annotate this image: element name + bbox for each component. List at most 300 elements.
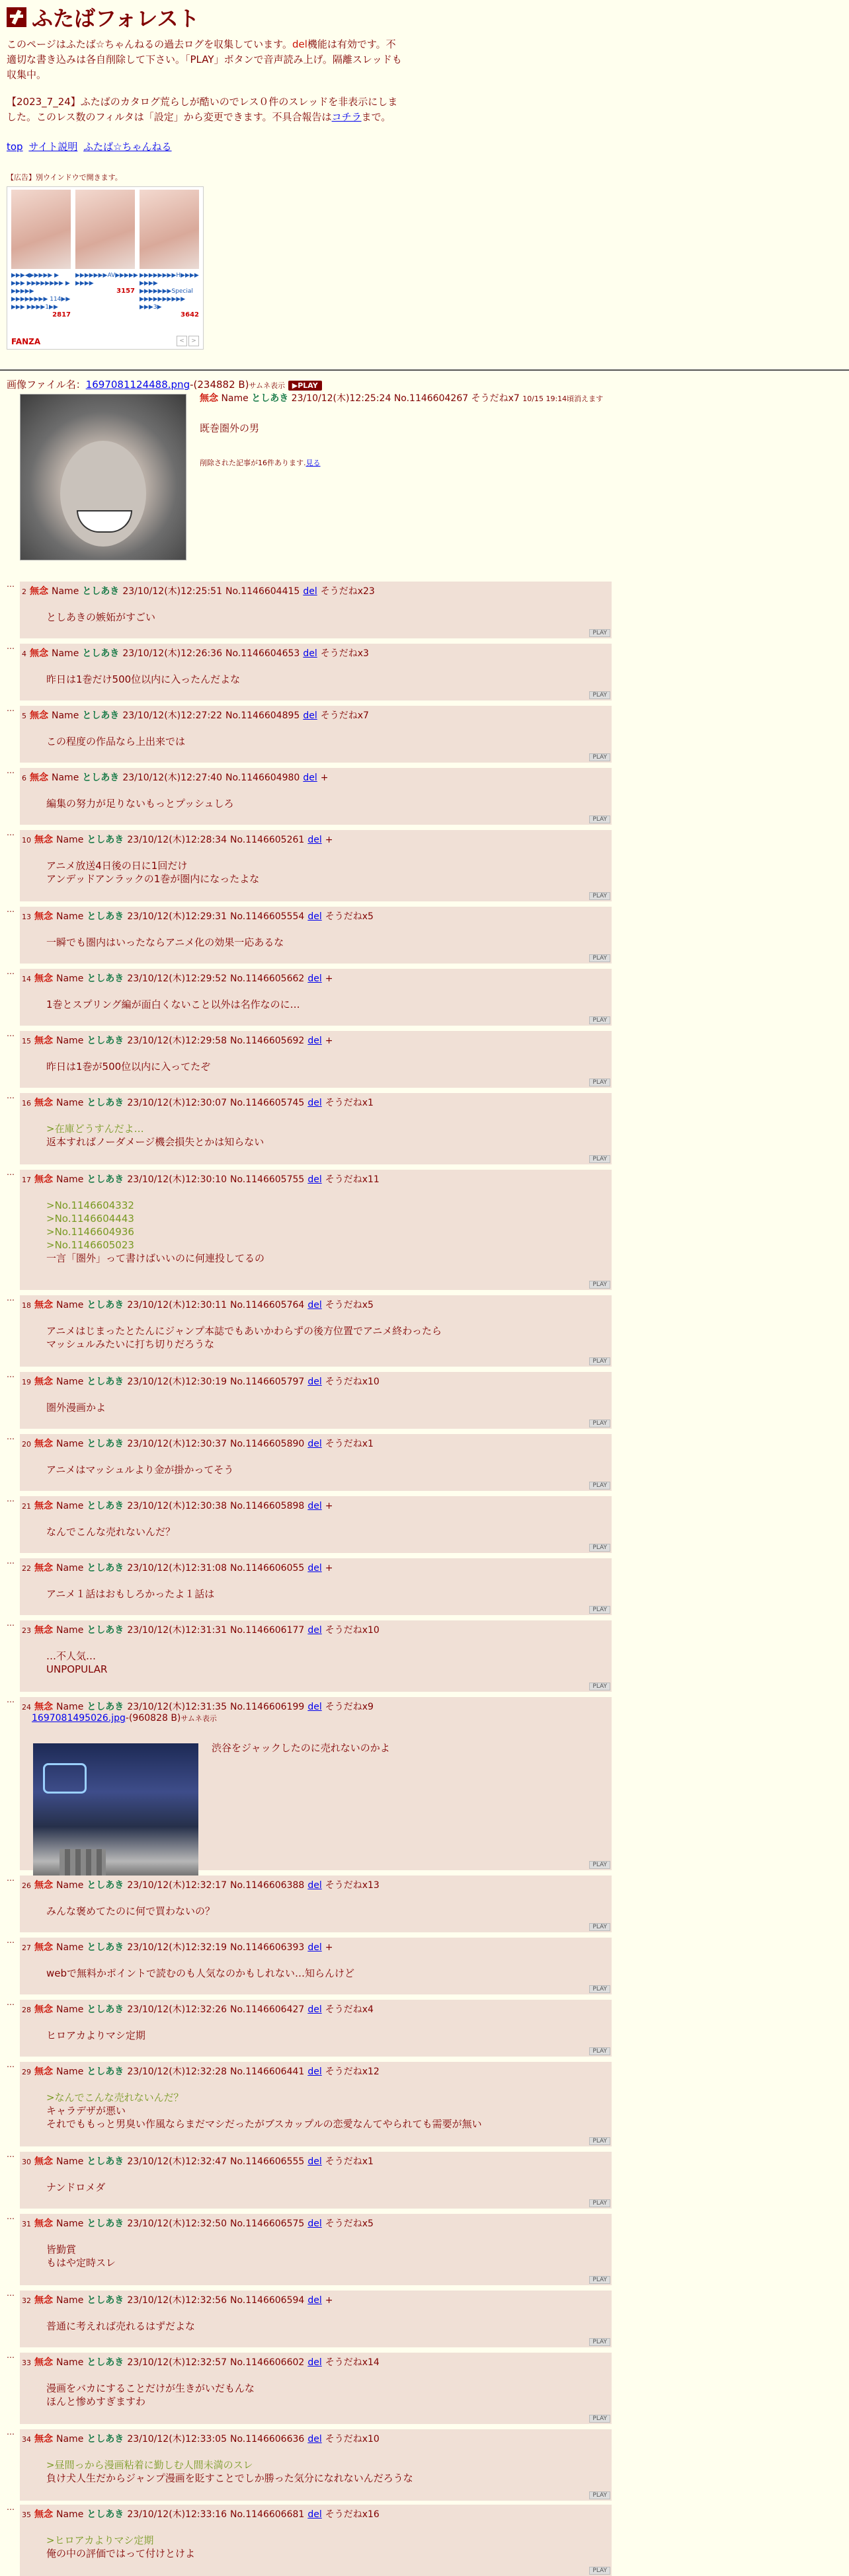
reply-index: 26 <box>22 1881 31 1890</box>
op-image[interactable] <box>20 394 186 560</box>
nav-top-link[interactable]: top <box>7 141 23 153</box>
name-label: Name <box>56 1377 84 1387</box>
reply-dots: ⋯ <box>7 830 15 839</box>
reply-header <box>22 1623 383 1636</box>
op-number[interactable]: No.1146604267 <box>393 393 469 404</box>
reply-name: としあき <box>87 1174 124 1185</box>
reply-box <box>20 830 612 901</box>
reply-play-button[interactable]: PLAY <box>589 629 610 637</box>
sodane-button[interactable]: + <box>325 1942 333 1953</box>
reply-play-button[interactable]: PLAY <box>589 2415 610 2423</box>
reply-date: 23/10/12(木)12:30:11 <box>127 1300 227 1310</box>
op-file-link[interactable]: 1697081124488.png <box>85 379 190 391</box>
del-link[interactable]: del <box>303 710 317 721</box>
sodane-button[interactable]: そうだねx5 <box>325 1300 374 1310</box>
reply-dots: ⋯ <box>7 2353 15 2362</box>
reply-name: としあき <box>87 1702 124 1712</box>
reply-header <box>22 2355 383 2368</box>
ad-count: 3157 <box>116 287 135 295</box>
reply-play-button[interactable]: PLAY <box>589 1079 610 1086</box>
sodane-button[interactable]: + <box>325 1501 333 1511</box>
name-label: Name <box>56 1439 84 1449</box>
reply-play-button[interactable]: PLAY <box>589 2491 610 2499</box>
reply-play-button[interactable]: PLAY <box>589 1357 610 1365</box>
name-label: Name <box>52 710 79 721</box>
reply-image[interactable] <box>33 1743 198 1882</box>
sodane-button[interactable]: そうだねx5 <box>325 2218 374 2229</box>
quote-line: >No.1146605023 <box>46 1239 134 1251</box>
reply-body <box>46 1199 264 1265</box>
del-link[interactable]: del <box>307 1377 322 1387</box>
del-link[interactable]: del <box>307 1501 322 1511</box>
del-link[interactable]: del <box>307 2295 322 2306</box>
reply-play-button[interactable]: PLAY <box>589 2338 610 2346</box>
del-link[interactable]: del <box>307 1702 322 1712</box>
reply-date: 23/10/12(木)12:32:26 <box>127 2004 227 2015</box>
reply-number[interactable]: No.1146605898 <box>230 1501 305 1511</box>
del-link[interactable]: del <box>307 2218 322 2229</box>
name-label: Name <box>56 1702 84 1712</box>
reply-header <box>22 2432 383 2445</box>
reply-dots: ⋯ <box>7 2291 15 2300</box>
reply-post <box>7 969 612 1026</box>
del-link[interactable]: del <box>303 648 317 659</box>
reply-subject: 無念 <box>30 773 48 783</box>
name-label: Name <box>56 1174 84 1185</box>
reply-dots: ⋯ <box>7 1434 15 1443</box>
reply-subject: 無念 <box>30 586 48 597</box>
reply-box <box>20 2429 612 2501</box>
nav-about-link[interactable]: サイト説明 <box>28 141 78 153</box>
reply-name: としあき <box>87 2357 124 2368</box>
reply-subject: 無念 <box>34 2509 53 2520</box>
reply-number[interactable]: No.1146606575 <box>230 2218 305 2229</box>
intro-line2: 【2023_7_24】ふたばのカタログ荒らしが酷いのでレス０件のスレッドを非表示にしました。このレス数のフィルタは「設定」から変更できます。不具合報告は <box>7 96 398 123</box>
reply-number[interactable]: No.1146605797 <box>230 1377 305 1387</box>
reply-subject: 無念 <box>34 2295 53 2306</box>
body-line: マッシュルみたいに打ち切りだろうな <box>46 1338 215 1350</box>
reply-header <box>22 1700 377 1713</box>
reply-date: 23/10/12(木)12:32:56 <box>127 2295 227 2306</box>
reply-body <box>46 1967 354 1980</box>
ad-image[interactable] <box>11 190 71 269</box>
reply-file-link[interactable]: 1697081495026.jpg <box>32 1713 126 1724</box>
reply-number[interactable]: No.1146606681 <box>230 2509 305 2520</box>
name-label: Name <box>56 1942 84 1953</box>
name-label: Name <box>221 393 249 404</box>
del-link[interactable]: del <box>307 2066 322 2077</box>
reply-body <box>46 998 300 1011</box>
reply-subject: 無念 <box>34 2434 53 2444</box>
reply-subject: 無念 <box>34 2357 53 2368</box>
reply-post <box>7 1496 612 1553</box>
reply-date: 23/10/12(木)12:32:17 <box>127 1880 227 1891</box>
reply-date: 23/10/12(木)12:29:58 <box>127 1036 227 1046</box>
reply-index: 28 <box>22 2006 31 2014</box>
del-link[interactable]: del <box>307 1563 322 1573</box>
reply-box <box>20 2214 612 2285</box>
reply-play-button[interactable]: PLAY <box>589 2567 610 2575</box>
reply-date: 23/10/12(木)12:30:10 <box>127 1174 227 1185</box>
nav-futaba-link[interactable]: ふたば☆ちゃんねる <box>83 141 172 153</box>
reply-body <box>46 611 155 624</box>
op-sodane[interactable]: そうだねx7 <box>471 393 520 404</box>
reply-number[interactable]: No.1146605764 <box>230 1300 305 1310</box>
intro-text <box>7 37 842 125</box>
reply-dots: ⋯ <box>7 2062 15 2071</box>
del-link[interactable]: del <box>307 835 322 845</box>
name-label: Name <box>52 773 79 783</box>
name-label: Name <box>56 1036 84 1046</box>
reply-number[interactable]: No.1146604895 <box>225 710 300 721</box>
del-link[interactable]: del <box>307 1300 322 1310</box>
reply-body <box>46 673 240 686</box>
reply-number[interactable]: No.1146605745 <box>230 1098 305 1108</box>
del-link[interactable]: del <box>307 1625 322 1636</box>
reply-play-button[interactable]: PLAY <box>589 1544 610 1552</box>
reply-subject: 無念 <box>34 1036 53 1046</box>
reply-header <box>22 708 372 722</box>
op-file-line <box>0 377 849 391</box>
body-line: 一言「圏外」って書けばいいのに何連投してるの <box>46 1252 265 1264</box>
ad-text[interactable]: ▶▶▶▶▶▶▶▶H▶▶▶▶ ▶▶▶▶ ▶▶▶▶▶▶▶Special ▶▶▶▶▶▶▶▶▶▶ ▶▶▶3▶ <box>140 272 199 311</box>
sodane-button[interactable]: + <box>325 2295 333 2306</box>
reply-play-button[interactable]: PLAY <box>589 1923 610 1931</box>
reply-post <box>7 1697 612 1870</box>
ad-text[interactable]: ▶▶▶▶▶▶▶AV▶▶▶▶▶ ▶▶▶▶ <box>75 272 138 287</box>
reply-play-button[interactable]: PLAY <box>589 1155 610 1163</box>
sodane-button[interactable]: そうだねx16 <box>325 2509 380 2520</box>
reply-index: 15 <box>22 1037 31 1045</box>
del-link[interactable]: del <box>307 2434 322 2444</box>
body-line: アニメはじまったとたんにジャンプ本誌でもあいかわらずの後方位置でアニメ終わったら <box>46 1325 442 1337</box>
reply-index: 2 <box>22 587 26 596</box>
reply-play-button[interactable]: PLAY <box>589 892 610 900</box>
sodane-button[interactable]: そうだねx1 <box>325 2156 374 2167</box>
bug-report-link[interactable]: コチラ <box>331 111 362 123</box>
reply-number[interactable]: No.1146604980 <box>225 773 300 783</box>
reply-dots: ⋯ <box>7 1170 15 1179</box>
reply-dots: ⋯ <box>7 1496 15 1505</box>
reply-number[interactable]: No.1146606594 <box>230 2295 305 2306</box>
reply-box <box>20 1558 612 1615</box>
quote-line: >ヒロアカよりマシ定期 <box>46 2534 154 2546</box>
reply-date: 23/10/12(木)12:29:52 <box>127 973 227 984</box>
quote-line: >No.1146604332 <box>46 1199 134 1211</box>
reply-number[interactable]: No.1146604653 <box>225 648 300 659</box>
reply-number[interactable]: No.1146606636 <box>230 2434 305 2444</box>
reply-body <box>46 1905 215 1918</box>
ad-item[interactable] <box>75 190 138 295</box>
op-header <box>200 391 603 404</box>
sodane-button[interactable]: + <box>325 1036 333 1046</box>
reply-index: 10 <box>22 836 31 845</box>
reply-number[interactable]: No.1146606427 <box>230 2004 305 2015</box>
name-label: Name <box>56 2156 84 2167</box>
reply-date: 23/10/12(木)12:32:50 <box>127 2218 227 2229</box>
reply-dots: ⋯ <box>7 1620 15 1630</box>
reply-play-button[interactable]: PLAY <box>589 1482 610 1490</box>
reply-date: 23/10/12(木)12:25:51 <box>122 586 222 597</box>
reply-index: 21 <box>22 1502 31 1511</box>
reply-header <box>22 1375 383 1388</box>
reply-box <box>20 644 612 701</box>
reply-number[interactable]: No.1146606393 <box>230 1942 305 1953</box>
reply-name: としあき <box>87 2066 124 2077</box>
reply-play-button[interactable]: PLAY <box>589 954 610 962</box>
reply-name: としあき <box>87 1036 124 1046</box>
reply-dots: ⋯ <box>7 768 15 777</box>
ad-next-button[interactable]: > <box>188 336 199 346</box>
quote-line: >昼間っから漫画粘着に勤しむ人間未満のスレ <box>46 2459 253 2471</box>
reply-header <box>22 646 372 660</box>
quote-line: >No.1146604443 <box>46 1213 134 1225</box>
del-link[interactable]: del <box>307 2156 322 2167</box>
reply-date: 23/10/12(木)12:27:40 <box>122 773 222 783</box>
sodane-button[interactable]: そうだねx12 <box>325 2066 380 2077</box>
ad-count: 3642 <box>181 311 199 319</box>
del-link[interactable]: del <box>303 773 317 783</box>
reply-box <box>20 1938 612 1994</box>
sodane-button[interactable]: そうだねx9 <box>325 1702 374 1712</box>
sodane-button[interactable]: そうだねx23 <box>320 586 375 597</box>
body-line: アニメ放送4日後の日に1回だけ <box>46 860 188 872</box>
sodane-button[interactable]: そうだねx1 <box>325 1439 374 1449</box>
reply-name: としあき <box>87 2509 124 2520</box>
reply-index: 16 <box>22 1099 31 1108</box>
reply-post <box>7 1875 612 1932</box>
reply-play-button[interactable]: PLAY <box>589 1683 610 1690</box>
op-file-meta: -(234882 B) <box>190 379 249 391</box>
reply-header <box>22 1172 383 1186</box>
reply-number[interactable]: No.1146605890 <box>230 1439 305 1449</box>
reply-number[interactable]: No.1146606177 <box>230 1625 305 1636</box>
op-post <box>0 391 849 571</box>
ad-image[interactable] <box>75 190 135 269</box>
reply-post <box>7 768 612 825</box>
reply-index: 32 <box>22 2296 31 2305</box>
reply-number[interactable]: No.1146605692 <box>230 1036 305 1046</box>
reply-number[interactable]: No.1146606602 <box>230 2357 305 2368</box>
del-link[interactable]: del <box>307 1880 322 1891</box>
reply-header <box>22 1499 336 1512</box>
reply-box <box>20 706 612 763</box>
op-play-button[interactable]: ▶PLAY <box>288 381 322 391</box>
reply-date: 23/10/12(木)12:27:22 <box>122 710 222 721</box>
sodane-button[interactable]: そうだねx10 <box>325 1377 380 1387</box>
sodane-button[interactable]: そうだねx4 <box>325 2004 374 2015</box>
name-label: Name <box>56 1880 84 1891</box>
ad-text[interactable]: ▶▶▶◀▶▶▶▶▶ ▶ ▶▶▶ ▶▶▶▶▶▶▶▶ ▶ ▶▶▶▶▶ ▶▶▶▶▶▶▶▶ 114▶▶ ▶▶▶ ▶▶▶▶1▶▶ <box>11 272 71 311</box>
reply-box <box>20 2353 612 2424</box>
reply-play-button[interactable]: PLAY <box>589 1420 610 1427</box>
reply-number[interactable]: No.1146606441 <box>230 2066 305 2077</box>
reply-post <box>7 1093 612 1164</box>
del-link[interactable]: del <box>303 586 317 597</box>
ad-item[interactable] <box>11 190 71 319</box>
reply-play-button[interactable]: PLAY <box>589 2137 610 2145</box>
reply-body <box>46 936 284 949</box>
sodane-button[interactable]: そうだねx10 <box>325 2434 380 2444</box>
del-link[interactable]: del <box>307 1098 322 1108</box>
sodane-button[interactable]: そうだねx1 <box>325 1098 374 1108</box>
del-link[interactable]: del <box>307 1942 322 1953</box>
reply-number[interactable]: No.1146604415 <box>225 586 300 597</box>
name-label: Name <box>52 586 79 597</box>
reply-name: としあき <box>87 2156 124 2167</box>
del-link[interactable]: del <box>307 911 322 922</box>
name-label: Name <box>56 1625 84 1636</box>
reply-name: としあき <box>87 911 124 922</box>
reply-name: としあき <box>87 2004 124 2015</box>
reply-date: 23/10/12(木)12:32:19 <box>127 1942 227 1953</box>
name-label: Name <box>56 1300 84 1310</box>
ad-item[interactable] <box>140 190 199 319</box>
reply-post <box>7 1434 612 1491</box>
reply-index: 31 <box>22 2220 31 2228</box>
reply-index: 24 <box>22 1703 31 1712</box>
reply-dots: ⋯ <box>7 1697 15 1706</box>
reply-name: としあき <box>87 1300 124 1310</box>
reply-number[interactable]: No.1146605755 <box>230 1174 305 1185</box>
reply-number[interactable]: No.1146606199 <box>230 1702 305 1712</box>
reply-play-button[interactable]: PLAY <box>589 1016 610 1024</box>
nav-links <box>7 139 842 153</box>
name-label: Name <box>52 648 79 659</box>
body-line: …不人気… <box>46 1650 97 1662</box>
body-line: キャラデザが悪い <box>46 2105 126 2117</box>
del-link[interactable]: del <box>307 973 322 984</box>
reply-index: 4 <box>22 650 26 658</box>
reply-subject: 無念 <box>34 1098 53 1108</box>
sodane-button[interactable]: そうだねx5 <box>325 911 374 922</box>
del-link[interactable]: del <box>307 2357 322 2368</box>
sodane-button[interactable]: + <box>325 1563 333 1573</box>
body-line: この程度の作品なら上出来では <box>46 736 186 747</box>
body-line: なんでこんな売れないんだ？ <box>46 1526 176 1538</box>
show-deleted-link[interactable]: 見る <box>305 459 321 467</box>
reply-number[interactable]: No.1146605662 <box>230 973 305 984</box>
body-line: アニメはマッシュルより金が掛かってそう <box>46 1464 234 1476</box>
reply-name: としあき <box>82 773 120 783</box>
reply-name: としあき <box>82 710 120 721</box>
sodane-button[interactable]: + <box>320 773 329 783</box>
reply-box <box>20 2062 612 2146</box>
del-link[interactable]: del <box>307 2004 322 2015</box>
ad-banner[interactable] <box>7 186 204 350</box>
ad-prev-button[interactable]: < <box>177 336 187 346</box>
reply-dots: ⋯ <box>7 582 15 591</box>
body-line: ヒロアカよりマシ定期 <box>46 2029 145 2041</box>
intro-line1-rest: 機能は有効です。不適切な書き込みは各自削除して下さい。「PLAY」ボタンで音声読み上げ。隔離スレッドも収集中。 <box>7 38 402 81</box>
reply-number[interactable]: No.1146605554 <box>230 911 305 922</box>
reply-post <box>7 2152 612 2209</box>
reply-number[interactable]: No.1146606388 <box>230 1880 305 1891</box>
reply-dots: ⋯ <box>7 706 15 715</box>
sodane-button[interactable]: そうだねx13 <box>325 1880 380 1891</box>
reply-number[interactable]: No.1146606055 <box>230 1563 305 1573</box>
reply-date: 23/10/12(木)12:30:38 <box>127 1501 227 1511</box>
reply-play-button[interactable]: PLAY <box>589 1606 610 1614</box>
reply-name: としあき <box>87 1377 124 1387</box>
reply-name: としあき <box>87 2295 124 2306</box>
reply-subject: 無念 <box>34 911 53 922</box>
reply-header <box>22 909 377 923</box>
reply-subject: 無念 <box>34 1702 53 1712</box>
reply-play-button[interactable]: PLAY <box>589 2047 610 2055</box>
reply-post <box>7 830 612 901</box>
site-title-row <box>7 4 842 30</box>
body-line: 漫画をバカにすることだけが生きがいだもんな <box>46 2382 255 2394</box>
reply-play-button[interactable]: PLAY <box>589 1281 610 1289</box>
reply-play-button[interactable]: PLAY <box>589 1985 610 1993</box>
reply-body <box>46 797 234 810</box>
reply-play-button[interactable]: PLAY <box>589 2199 610 2207</box>
sodane-button[interactable]: そうだねx7 <box>320 710 369 721</box>
reply-date: 23/10/12(木)12:30:37 <box>127 1439 227 1449</box>
del-link[interactable]: del <box>307 2509 322 2520</box>
intro-line2-tail: まで。 <box>361 111 391 123</box>
reply-number[interactable]: No.1146606555 <box>230 2156 305 2167</box>
reply-post <box>7 2291 612 2347</box>
reply-play-button[interactable]: PLAY <box>589 753 610 761</box>
reply-index: 20 <box>22 1440 31 1449</box>
reply-date: 23/10/12(木)12:32:47 <box>127 2156 227 2167</box>
reply-body <box>46 2320 195 2333</box>
reply-subject: 無念 <box>34 1501 53 1511</box>
reply-dots: ⋯ <box>7 2505 15 2514</box>
body-line: 俺の中の評価ではって付けとけよ <box>46 2548 196 2559</box>
reply-header <box>22 584 378 597</box>
reply-index: 22 <box>22 1564 31 1573</box>
sodane-button[interactable]: そうだねx11 <box>325 1174 380 1185</box>
ad-label: 【広告】別ウインドウで開きます。 <box>7 173 122 182</box>
reply-header <box>22 1561 336 1574</box>
reply-name: としあき <box>87 1563 124 1573</box>
sodane-button[interactable]: そうだねx10 <box>325 1625 380 1636</box>
reply-body <box>46 1587 214 1601</box>
reply-play-button[interactable]: PLAY <box>589 815 610 823</box>
name-label: Name <box>56 1501 84 1511</box>
ad-image[interactable] <box>140 190 199 269</box>
reply-index: 27 <box>22 1944 31 1952</box>
reply-post <box>7 1558 612 1615</box>
sodane-button[interactable]: + <box>325 835 333 845</box>
sodane-button[interactable]: そうだねx14 <box>325 2357 380 2368</box>
reply-file-line <box>32 1713 217 1724</box>
reply-dots: ⋯ <box>7 2000 15 2009</box>
reply-dots: ⋯ <box>7 969 15 978</box>
reply-body <box>46 1401 106 1414</box>
reply-box <box>20 2152 612 2209</box>
reply-box <box>20 907 612 964</box>
del-link[interactable]: del <box>307 1036 322 1046</box>
reply-subject: 無念 <box>34 1439 53 1449</box>
reply-play-button[interactable]: PLAY <box>589 691 610 699</box>
reply-post <box>7 1372 612 1429</box>
reply-body <box>46 2382 255 2408</box>
del-link[interactable]: del <box>307 1439 322 1449</box>
reply-dots: ⋯ <box>7 2429 15 2439</box>
sodane-button[interactable]: + <box>325 973 333 984</box>
del-link[interactable]: del <box>307 1174 322 1185</box>
reply-name: としあき <box>87 973 124 984</box>
sodane-button[interactable]: そうだねx3 <box>320 648 369 659</box>
reply-play-button[interactable]: PLAY <box>589 2276 610 2284</box>
reply-play-button[interactable]: PLAY <box>589 1861 610 1869</box>
reply-number[interactable]: No.1146605261 <box>230 835 305 845</box>
op-body: 既巻圏外の男 <box>200 422 260 434</box>
